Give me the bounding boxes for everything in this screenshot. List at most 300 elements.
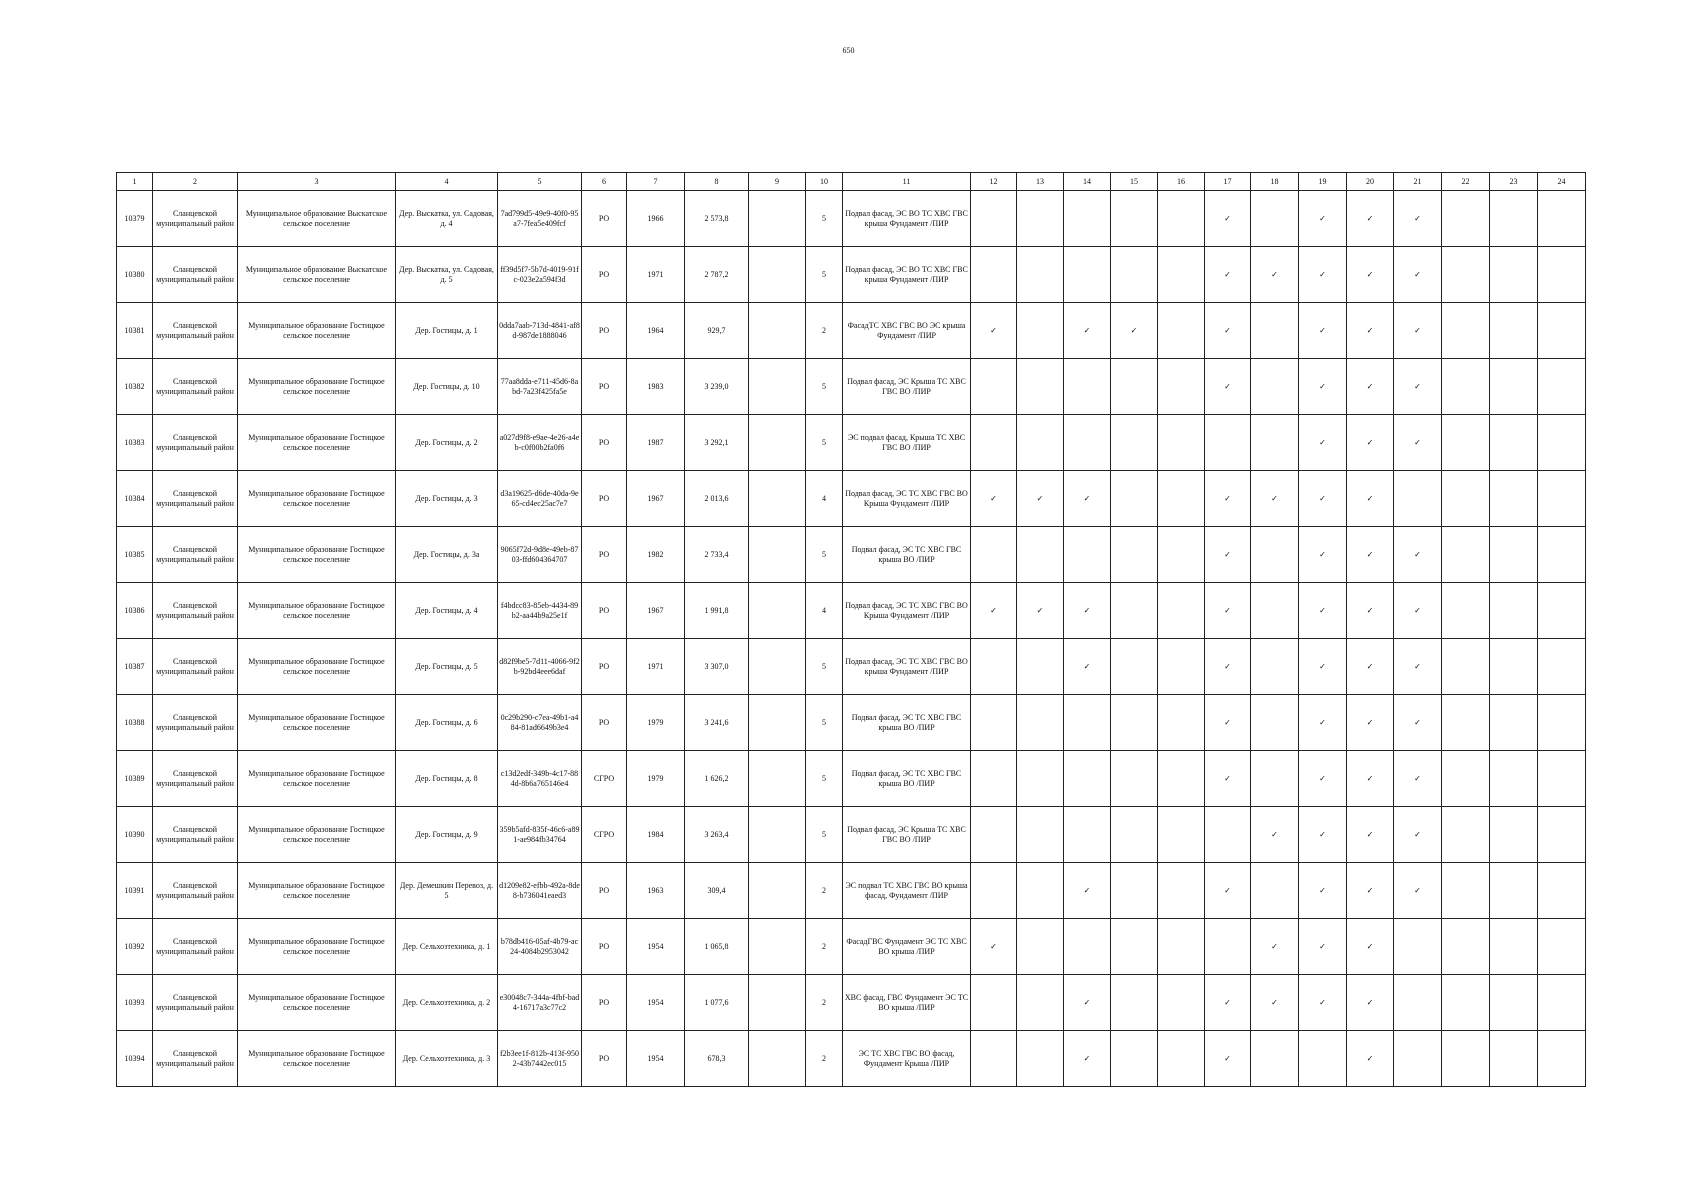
build-year-cell: 1984 [627, 807, 685, 863]
column-header: 15 [1111, 173, 1158, 191]
work-check-cell [1251, 751, 1299, 807]
municipality-cell: Муниципальное образование Выскатское сельское поселение [238, 191, 396, 247]
build-year-cell: 1954 [627, 975, 685, 1031]
work-check-cell [1490, 919, 1538, 975]
work-check-cell [1111, 415, 1158, 471]
work-check-cell [971, 247, 1017, 303]
district-cell: Сланцевской муниципальный район [153, 695, 238, 751]
column-9-cell [749, 919, 806, 975]
record-number-cell: 10385 [117, 527, 153, 583]
work-check-cell [1490, 247, 1538, 303]
work-check-cell [971, 863, 1017, 919]
build-year-cell: 1983 [627, 359, 685, 415]
column-9-cell [749, 191, 806, 247]
work-check-cell [1538, 471, 1586, 527]
work-check-cell [1158, 639, 1205, 695]
work-check-cell: ✓ [1299, 415, 1347, 471]
building-id-cell: 359b5afd-835f-46c6-a891-ae984fb34764 [498, 807, 582, 863]
address-cell: Дер. Сельхозтехника, д. 2 [396, 975, 498, 1031]
work-check-cell [1251, 639, 1299, 695]
work-check-cell [1111, 247, 1158, 303]
work-check-cell: ✓ [1205, 695, 1251, 751]
work-check-cell [1158, 191, 1205, 247]
municipality-cell: Муниципальное образование Гостицкое сельское поселение [238, 863, 396, 919]
record-number-cell: 10394 [117, 1031, 153, 1087]
municipality-cell: Муниципальное образование Гостицкое сельское поселение [238, 1031, 396, 1087]
work-check-cell: ✓ [1299, 527, 1347, 583]
work-check-cell [1251, 863, 1299, 919]
work-check-cell [1442, 471, 1490, 527]
work-check-cell: ✓ [1394, 415, 1442, 471]
work-check-cell: ✓ [1205, 583, 1251, 639]
work-check-cell: ✓ [1394, 807, 1442, 863]
build-year-cell: 1971 [627, 247, 685, 303]
building-id-cell: ff39d5f7-5b7d-4019-91fc-023e2a594f3d [498, 247, 582, 303]
work-check-cell [1442, 751, 1490, 807]
work-check-cell: ✓ [1251, 247, 1299, 303]
work-check-cell: ✓ [1394, 639, 1442, 695]
work-check-cell: ✓ [1299, 695, 1347, 751]
building-id-cell: f2b3ee1f-812b-413f-9502-43b7442ec015 [498, 1031, 582, 1087]
work-check-cell: ✓ [1299, 247, 1347, 303]
floors-cell: 5 [806, 359, 843, 415]
work-check-cell [1111, 471, 1158, 527]
area-cell: 929,7 [685, 303, 749, 359]
work-check-cell [1017, 527, 1064, 583]
build-year-cell: 1982 [627, 527, 685, 583]
work-check-cell: ✓ [1299, 751, 1347, 807]
work-check-cell [1251, 1031, 1299, 1087]
work-check-cell: ✓ [1205, 471, 1251, 527]
build-year-cell: 1963 [627, 863, 685, 919]
work-check-cell: ✓ [1251, 807, 1299, 863]
work-check-cell [1017, 919, 1064, 975]
work-check-cell [1251, 695, 1299, 751]
work-check-cell [1442, 919, 1490, 975]
work-check-cell [1064, 695, 1111, 751]
work-check-cell [1158, 975, 1205, 1031]
record-number-cell: 10382 [117, 359, 153, 415]
work-check-cell: ✓ [1347, 583, 1394, 639]
work-check-cell [1490, 1031, 1538, 1087]
column-header: 10 [806, 173, 843, 191]
table-row [117, 1031, 1586, 1087]
work-check-cell [1158, 471, 1205, 527]
address-cell: Дер. Гостицы, д. 1 [396, 303, 498, 359]
floors-cell: 5 [806, 695, 843, 751]
municipality-cell: Муниципальное образование Гостицкое сельское поселение [238, 695, 396, 751]
work-check-cell [1442, 807, 1490, 863]
work-check-cell [1538, 975, 1586, 1031]
record-number-cell: 10379 [117, 191, 153, 247]
column-header: 1 [117, 173, 153, 191]
work-check-cell [1064, 751, 1111, 807]
work-check-cell [1538, 359, 1586, 415]
work-check-cell [1017, 807, 1064, 863]
address-cell: Дер. Демешкин Перевоз, д. 5 [396, 863, 498, 919]
work-check-cell: ✓ [971, 303, 1017, 359]
work-check-cell [1158, 415, 1205, 471]
work-check-cell: ✓ [1064, 471, 1111, 527]
column-9-cell [749, 695, 806, 751]
district-cell: Сланцевской муниципальный район [153, 751, 238, 807]
work-check-cell: ✓ [971, 471, 1017, 527]
column-header: 9 [749, 173, 806, 191]
address-cell: Дер. Гостицы, д. 3а [396, 527, 498, 583]
floors-cell: 2 [806, 1031, 843, 1087]
work-check-cell [1111, 751, 1158, 807]
management-type-cell: РО [582, 471, 627, 527]
district-cell: Сланцевской муниципальный район [153, 807, 238, 863]
district-cell: Сланцевской муниципальный район [153, 303, 238, 359]
record-number-cell: 10381 [117, 303, 153, 359]
district-cell: Сланцевской муниципальный район [153, 639, 238, 695]
build-year-cell: 1979 [627, 695, 685, 751]
column-header: 18 [1251, 173, 1299, 191]
work-check-cell [1538, 247, 1586, 303]
record-number-cell: 10386 [117, 583, 153, 639]
work-check-cell [1251, 359, 1299, 415]
floors-cell: 5 [806, 415, 843, 471]
municipality-cell: Муниципальное образование Гостицкое сельское поселение [238, 975, 396, 1031]
area-cell: 3 239,0 [685, 359, 749, 415]
build-year-cell: 1964 [627, 303, 685, 359]
work-check-cell: ✓ [1347, 415, 1394, 471]
work-check-cell: ✓ [1251, 471, 1299, 527]
column-header: 21 [1394, 173, 1442, 191]
work-check-cell [1111, 359, 1158, 415]
management-type-cell: РО [582, 583, 627, 639]
column-header: 17 [1205, 173, 1251, 191]
area-cell: 3 241,6 [685, 695, 749, 751]
column-header: 14 [1064, 173, 1111, 191]
floors-cell: 5 [806, 639, 843, 695]
column-header: 11 [843, 173, 971, 191]
column-header: 7 [627, 173, 685, 191]
address-cell: Дер. Гостицы, д. 6 [396, 695, 498, 751]
column-header: 16 [1158, 173, 1205, 191]
work-check-cell: ✓ [1251, 975, 1299, 1031]
management-type-cell: РО [582, 191, 627, 247]
floors-cell: 5 [806, 247, 843, 303]
floors-cell: 2 [806, 975, 843, 1031]
floors-cell: 5 [806, 527, 843, 583]
building-id-cell: c13d2edf-349b-4c17-884d-8b6a765146e4 [498, 751, 582, 807]
column-header: 2 [153, 173, 238, 191]
management-type-cell: РО [582, 863, 627, 919]
column-9-cell [749, 863, 806, 919]
work-check-cell [1017, 303, 1064, 359]
work-check-cell: ✓ [1299, 975, 1347, 1031]
work-check-cell [1017, 191, 1064, 247]
work-check-cell [1442, 359, 1490, 415]
record-number-cell: 10384 [117, 471, 153, 527]
build-year-cell: 1967 [627, 471, 685, 527]
work-check-cell: ✓ [1299, 807, 1347, 863]
work-check-cell [1064, 191, 1111, 247]
address-cell: Дер. Выскатка, ул. Садовая, д. 4 [396, 191, 498, 247]
column-header: 12 [971, 173, 1017, 191]
building-id-cell: d82f9be5-7d11-4066-9f2b-92bd4eee6daf [498, 639, 582, 695]
work-check-cell: ✓ [1394, 751, 1442, 807]
district-cell: Сланцевской муниципальный район [153, 247, 238, 303]
work-check-cell: ✓ [1017, 471, 1064, 527]
management-type-cell: РО [582, 527, 627, 583]
work-check-cell [1442, 415, 1490, 471]
area-cell: 3 263,4 [685, 807, 749, 863]
management-type-cell: РО [582, 359, 627, 415]
column-9-cell [749, 639, 806, 695]
management-type-cell: РО [582, 415, 627, 471]
work-check-cell: ✓ [1347, 807, 1394, 863]
work-check-cell [1538, 863, 1586, 919]
work-check-cell: ✓ [1064, 863, 1111, 919]
municipality-cell: Муниципальное образование Гостицкое сельское поселение [238, 303, 396, 359]
table-row [117, 191, 1586, 247]
work-check-cell [1299, 1031, 1347, 1087]
work-check-cell [1017, 415, 1064, 471]
column-header: 23 [1490, 173, 1538, 191]
area-cell: 2 787,2 [685, 247, 749, 303]
area-cell: 1 077,6 [685, 975, 749, 1031]
address-cell: Дер. Выскатка, ул. Садовая, д. 5 [396, 247, 498, 303]
work-check-cell [1064, 415, 1111, 471]
works-list-cell: ЭС подвал ТС ХВС ГВС ВО крыша фасад, Фундамент /ПИР [843, 863, 971, 919]
district-cell: Сланцевской муниципальный район [153, 191, 238, 247]
floors-cell: 4 [806, 471, 843, 527]
work-check-cell [971, 975, 1017, 1031]
floors-cell: 5 [806, 751, 843, 807]
work-check-cell [1017, 863, 1064, 919]
work-check-cell [1111, 191, 1158, 247]
work-check-cell: ✓ [1347, 695, 1394, 751]
work-check-cell: ✓ [1205, 639, 1251, 695]
management-type-cell: РО [582, 695, 627, 751]
work-check-cell: ✓ [1205, 303, 1251, 359]
work-check-cell [1111, 527, 1158, 583]
work-check-cell: ✓ [1299, 359, 1347, 415]
work-check-cell [971, 751, 1017, 807]
table-row [117, 919, 1586, 975]
work-check-cell: ✓ [1347, 471, 1394, 527]
work-check-cell: ✓ [971, 919, 1017, 975]
work-check-cell: ✓ [1347, 247, 1394, 303]
municipality-cell: Муниципальное образование Выскатское сельское поселение [238, 247, 396, 303]
management-type-cell: РО [582, 975, 627, 1031]
table-row [117, 639, 1586, 695]
work-check-cell [1158, 247, 1205, 303]
column-9-cell [749, 975, 806, 1031]
work-check-cell [1538, 695, 1586, 751]
works-list-cell: Подвал фасад, ЭС ТС ХВС ГВС крыша ВО /ПИР [843, 751, 971, 807]
work-check-cell [1490, 191, 1538, 247]
building-id-cell: f4bdcc83-85eb-4434-89b2-aa44b9a25e1f [498, 583, 582, 639]
management-type-cell: РО [582, 639, 627, 695]
works-list-cell: ФасадГВС Фундамент ЭС ТС ХВС ВО крыша /ПИР [843, 919, 971, 975]
column-header: 19 [1299, 173, 1347, 191]
work-check-cell [1158, 863, 1205, 919]
work-check-cell [1017, 975, 1064, 1031]
work-check-cell: ✓ [1064, 303, 1111, 359]
record-number-cell: 10391 [117, 863, 153, 919]
district-cell: Сланцевской муниципальный район [153, 527, 238, 583]
work-check-cell: ✓ [1017, 583, 1064, 639]
address-cell: Дер. Гостицы, д. 9 [396, 807, 498, 863]
work-check-cell: ✓ [1299, 583, 1347, 639]
table-row [117, 415, 1586, 471]
work-check-cell: ✓ [1394, 527, 1442, 583]
work-check-cell [1442, 303, 1490, 359]
build-year-cell: 1967 [627, 583, 685, 639]
build-year-cell: 1954 [627, 1031, 685, 1087]
table-row [117, 975, 1586, 1031]
work-check-cell: ✓ [1205, 1031, 1251, 1087]
work-check-cell [1111, 919, 1158, 975]
building-id-cell: d1209e82-efbb-492a-8de8-b736041eaed3 [498, 863, 582, 919]
work-check-cell [1490, 359, 1538, 415]
floors-cell: 4 [806, 583, 843, 639]
area-cell: 3 307,0 [685, 639, 749, 695]
table-row [117, 807, 1586, 863]
floors-cell: 2 [806, 303, 843, 359]
work-check-cell: ✓ [1347, 751, 1394, 807]
work-check-cell [1442, 695, 1490, 751]
work-check-cell [1538, 583, 1586, 639]
works-list-cell: Подвал фасад, ЭС ВО ТС ХВС ГВС крыша Фундамент /ПИР [843, 247, 971, 303]
work-check-cell [1442, 863, 1490, 919]
table-row [117, 303, 1586, 359]
works-list-cell: Подвал фасад, ЭС ТС ХВС ГВС ВО Крыша Фундамент /ПИР [843, 583, 971, 639]
address-cell: Дер. Сельхозтехника, д. 1 [396, 919, 498, 975]
management-type-cell: СГРО [582, 807, 627, 863]
column-9-cell [749, 1031, 806, 1087]
column-header: 13 [1017, 173, 1064, 191]
address-cell: Дер. Сельхозтехника, д. 3 [396, 1031, 498, 1087]
column-header: 8 [685, 173, 749, 191]
work-check-cell: ✓ [1205, 247, 1251, 303]
work-check-cell [1017, 751, 1064, 807]
work-check-cell [1158, 1031, 1205, 1087]
record-number-cell: 10393 [117, 975, 153, 1031]
work-check-cell [1490, 471, 1538, 527]
work-check-cell [1490, 695, 1538, 751]
work-check-cell: ✓ [971, 583, 1017, 639]
table-row [117, 863, 1586, 919]
record-number-cell: 10383 [117, 415, 153, 471]
work-check-cell [971, 191, 1017, 247]
works-list-cell: Подвал фасад, ЭС ВО ТС ХВС ГВС крыша Фундамент /ПИР [843, 191, 971, 247]
work-check-cell [1017, 639, 1064, 695]
work-check-cell [1251, 583, 1299, 639]
area-cell: 2 733,4 [685, 527, 749, 583]
work-check-cell: ✓ [1347, 975, 1394, 1031]
work-check-cell [1205, 919, 1251, 975]
work-check-cell: ✓ [1205, 359, 1251, 415]
work-check-cell: ✓ [1347, 191, 1394, 247]
works-list-cell: ФасадТС ХВС ГВС ВО ЭС крыша Фундамент /ПИР [843, 303, 971, 359]
column-header: 24 [1538, 173, 1586, 191]
work-check-cell: ✓ [1111, 303, 1158, 359]
area-cell: 1 626,2 [685, 751, 749, 807]
work-check-cell [1394, 975, 1442, 1031]
municipality-cell: Муниципальное образование Гостицкое сельское поселение [238, 359, 396, 415]
management-type-cell: СГРО [582, 751, 627, 807]
table-row [117, 751, 1586, 807]
work-check-cell [971, 527, 1017, 583]
work-check-cell [971, 639, 1017, 695]
work-check-cell: ✓ [1394, 359, 1442, 415]
work-check-cell [1158, 359, 1205, 415]
work-check-cell [1490, 415, 1538, 471]
registry-table [116, 172, 1586, 1087]
column-9-cell [749, 807, 806, 863]
work-check-cell [1017, 359, 1064, 415]
area-cell: 3 292,1 [685, 415, 749, 471]
work-check-cell: ✓ [1394, 303, 1442, 359]
works-list-cell: Подвал фасад, ЭС ТС ХВС ГВС ВО Крыша Фундамент /ПИР [843, 471, 971, 527]
building-id-cell: 7ad799d5-49e9-40f0-95a7-7fea5e409fcf [498, 191, 582, 247]
build-year-cell: 1979 [627, 751, 685, 807]
work-check-cell [1111, 1031, 1158, 1087]
address-cell: Дер. Гостицы, д. 2 [396, 415, 498, 471]
works-list-cell: ЭС ТС ХВС ГВС ВО фасад, Фундамент Крыша /ПИР [843, 1031, 971, 1087]
building-id-cell: d3a19625-d6de-40da-9e65-cd4ec25ac7e7 [498, 471, 582, 527]
work-check-cell: ✓ [1064, 583, 1111, 639]
work-check-cell [1394, 471, 1442, 527]
works-list-cell: Подвал фасад, ЭС ТС ХВС ГВС крыша ВО /ПИР [843, 695, 971, 751]
floors-cell: 2 [806, 863, 843, 919]
work-check-cell: ✓ [1347, 919, 1394, 975]
column-header: 6 [582, 173, 627, 191]
work-check-cell [1538, 1031, 1586, 1087]
work-check-cell: ✓ [1299, 471, 1347, 527]
municipality-cell: Муниципальное образование Гостицкое сельское поселение [238, 807, 396, 863]
column-header: 4 [396, 173, 498, 191]
address-cell: Дер. Гостицы, д. 10 [396, 359, 498, 415]
work-check-cell [1205, 415, 1251, 471]
work-check-cell [1442, 247, 1490, 303]
table-row [117, 359, 1586, 415]
work-check-cell: ✓ [1299, 191, 1347, 247]
work-check-cell: ✓ [1205, 975, 1251, 1031]
work-check-cell [1111, 863, 1158, 919]
work-check-cell: ✓ [1347, 1031, 1394, 1087]
page-number: 650 [842, 46, 855, 55]
work-check-cell [1158, 751, 1205, 807]
column-9-cell [749, 751, 806, 807]
area-cell: 1 065,8 [685, 919, 749, 975]
district-cell: Сланцевской муниципальный район [153, 1031, 238, 1087]
building-id-cell: e30048c7-344a-4fbf-bad4-16717a3c77c2 [498, 975, 582, 1031]
work-check-cell: ✓ [1394, 191, 1442, 247]
work-check-cell [1064, 247, 1111, 303]
works-list-cell: Подвал фасад, ЭС ТС ХВС ГВС ВО крыша Фундамент /ПИР [843, 639, 971, 695]
record-number-cell: 10389 [117, 751, 153, 807]
column-number-row [117, 173, 1586, 191]
work-check-cell [1111, 639, 1158, 695]
work-check-cell [1017, 1031, 1064, 1087]
work-check-cell [1490, 527, 1538, 583]
work-check-cell: ✓ [1394, 863, 1442, 919]
work-check-cell: ✓ [1205, 527, 1251, 583]
area-cell: 309,4 [685, 863, 749, 919]
district-cell: Сланцевской муниципальный район [153, 471, 238, 527]
work-check-cell [1064, 919, 1111, 975]
work-check-cell [1490, 583, 1538, 639]
work-check-cell: ✓ [1347, 527, 1394, 583]
work-check-cell [1442, 639, 1490, 695]
work-check-cell [1490, 639, 1538, 695]
